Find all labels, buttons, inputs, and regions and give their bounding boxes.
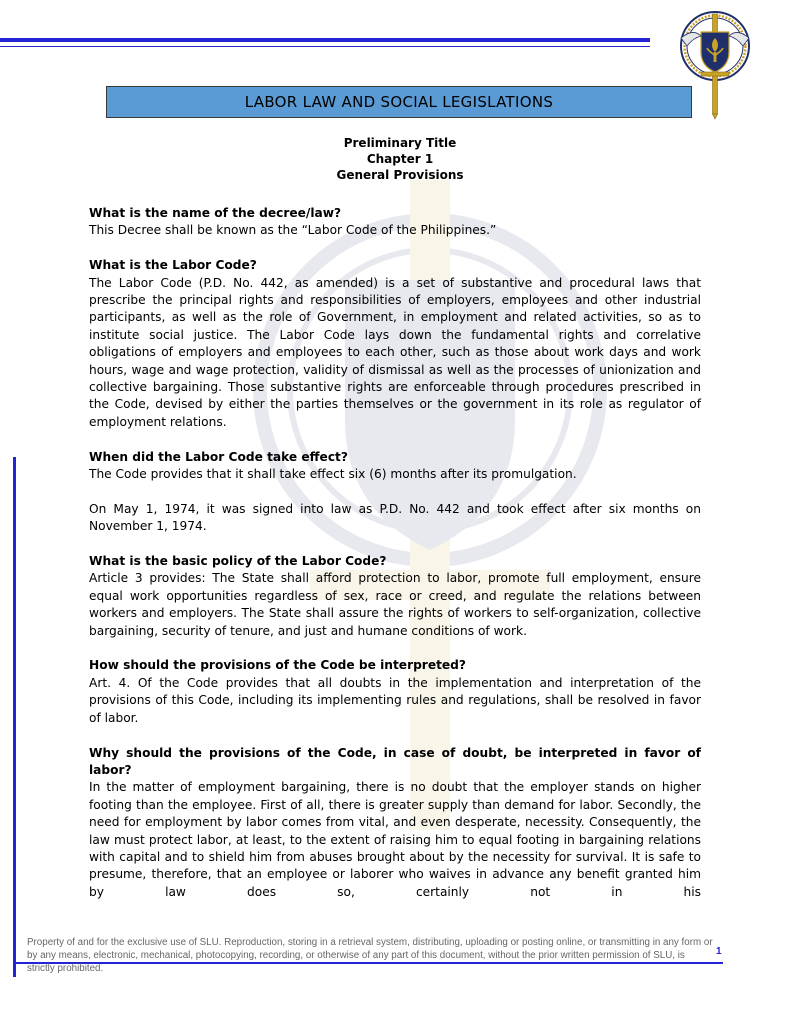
section-paragraph: Article 3 provides: The State shall afford protection to labor, promote full employment, ensure equal work opportunities regardless of sex, race or creed, and regulate the relations between workers and employers. The State shall assure the rights of workers to self-organization, collective bargaining, security of tenure, and just and humane conditions of work. [89,571,701,638]
section-paragraph: Art. 4. Of the Code provides that all doubts in the implementation and interpretation of the provisions of this Code, including its implementing rules and regulations, shall be resolved in favor of labor. [89,675,701,725]
header-rule-thin [0,46,650,47]
section-question: Why should the provisions of the Code, in case of doubt, be interpreted in favor of labor? [89,745,701,777]
spacer [89,536,701,553]
document-body [89,205,701,901]
document-title: LABOR LAW AND SOCIAL LEGISLATIONS [244,93,554,111]
footer-rule-horizontal [13,962,723,964]
section-question: How should the provisions of the Code be interpreted? [89,658,466,673]
section-paragraph: The Code provides that it shall take effect six (6) months after its promulgation. [89,467,577,482]
document-title-banner [106,86,692,118]
spacer [89,240,701,257]
copyright-notice: Property of and for the exclusive use of SLU. Reproduction, storing in a retrieval system, distributing, uploading or posting online, or transmitting in any form or by any means, electronic, mechanical, photocopying, recording, or otherwise of any part of this document, without the prior written permission of SLU, is strictly prohibited. [27,937,713,974]
footer-rule-vertical [13,457,16,977]
header-rule-thick [0,38,650,42]
section-question: When did the Labor Code take effect? [89,449,348,464]
chapter-heading [0,135,800,183]
spacer [89,640,701,657]
spacer [89,727,701,744]
section-question: What is the basic policy of the Labor Code? [89,554,387,569]
section-question: What is the Labor Code? [89,258,257,273]
chapter-number: Chapter 1 [366,152,434,166]
page-number: 1 [716,946,722,957]
preliminary-title: Preliminary Title [343,136,457,150]
spacer [89,483,701,500]
spacer [89,431,701,448]
section-paragraph: The Labor Code (P.D. No. 442, as amended) is a set of substantive and procedural laws that prescribe the principal rights and responsibilities of employers, employees and other industrial participants, as well as the role of Government, in employment and related activities, so as to institute social justice. The Labor Code lays down the fundamental rights and correlative obligations of employers and employees to each other, such as those about work days and work hours, wage and wage protection, validity of dismissal as well as the processes of unionization and collective bargaining. Those substantive rights are enforceable through procedures prescribed in the Code, devised by either the parties themselves or the government in its role as regulator of employment relations. [89,275,701,429]
chapter-title: General Provisions [336,168,464,182]
section-paragraph: This Decree shall be known as the “Labor Code of the Philippines.” [89,223,497,238]
section-paragraph: On May 1, 1974, it was signed into law as P.D. No. 442 and took effect after six months on November 1, 1974. [89,501,701,534]
section-question: What is the name of the decree/law? [89,206,342,220]
section-paragraph: In the matter of employment bargaining, there is no doubt that the employer stands on higher footing than the employee. First of all, there is greater supply than demand for labor. Secondly, the need for employment by labor comes from vital, and even desperate, necessity. Consequently, the law must protect labor, at least, to the extent of raising him to equal footing in bargaining relations with capital and to shield him from abuses brought about by the necessity for survival. It is safe to presume, therefore, that an employee or laborer who waives in advance any benefit granted him by law does so, certainly not in his [89,780,701,899]
